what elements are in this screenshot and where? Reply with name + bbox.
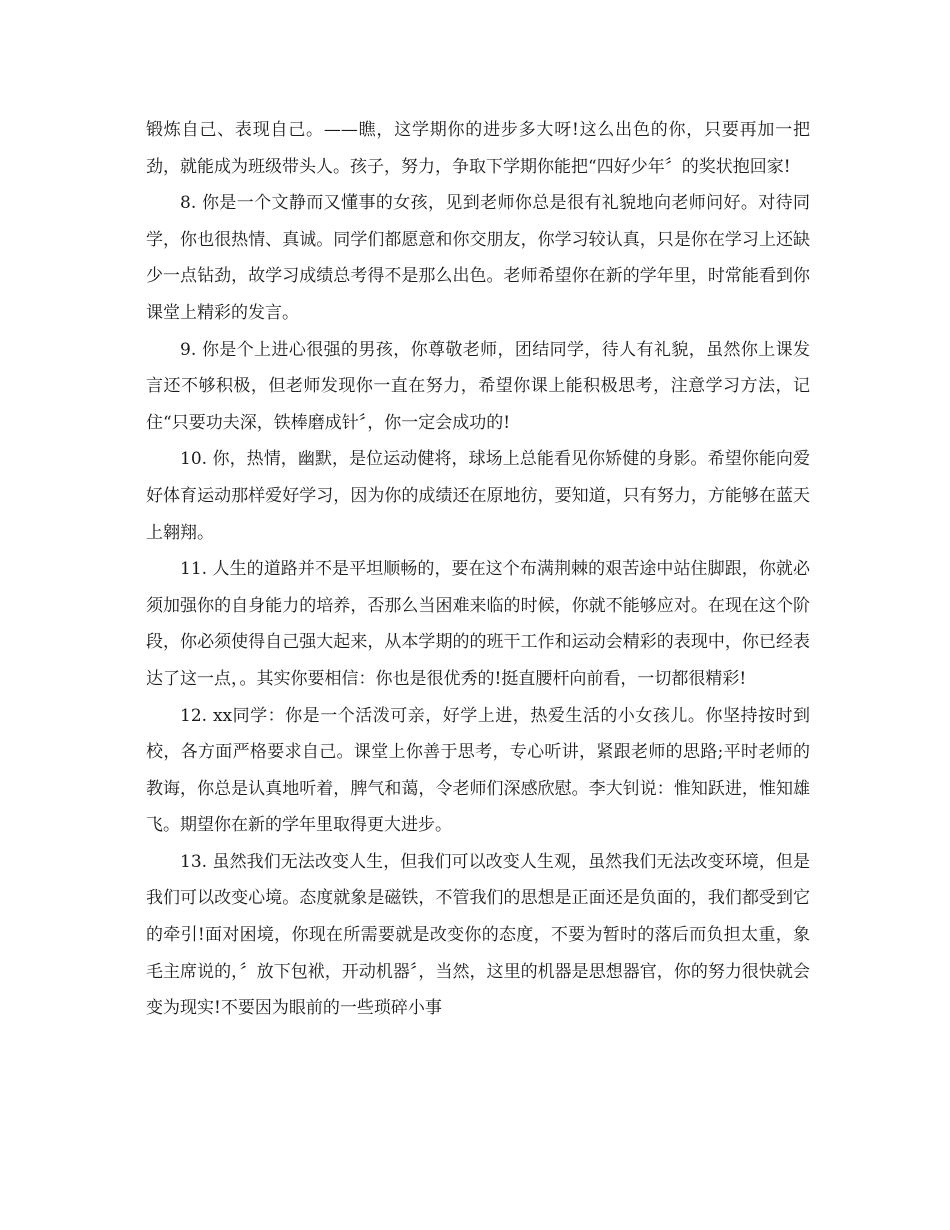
paragraph-comment-10: 10. 你，热情，幽默，是位运动健将，球场上总能看见你矫健的身影。希望你能向爱好体育运动那样爱好学习，因为你的成绩还在原地彷，要知道，只有努力，方能够在蓝天上翱翔。 [146, 449, 810, 543]
paragraph-comment-9: 9. 你是个上进心很强的男孩，你尊敬老师，团结同学，待人有礼貌，虽然你上课发言还不够积极，但老师发现你一直在努力，希望你课上能积极思考，注意学习方法，记住“只要功夫深，铁棒磨成针〞，你一定会成功的! [146, 339, 810, 433]
paragraph-comment-13: 13. 虽然我们无法改变人生，但我们可以改变人生观，虽然我们无法改变环境，但是我们可以改变心境。态度就象是磁铁，不管我们的思想是正面还是负面的，我们都受到它的牵引!面对困境，你现在所需要就是改变你的态度，不要为暂时的落后而负担太重，象毛主席说的，〞放下包袱，开动机器〞，当然，这里的机器是思想器官，你的努力很快就会变为现实!不要因为眼前的一些琐碎小事 [146, 851, 810, 1019]
paragraph-comment-12: 12. xx同学：你是一个活泼可亲，好学上进，热爱生活的小女孩儿。你坚持按时到校，各方面严格要求自己。课堂上你善于思考，专心听讲，紧跟老师的思路;平时老师的教诲，你总是认真地听着，脾气和蔼，令老师们深感欣慰。李大钊说：惟知跃进，惟知雄飞。期望你在新的学年里取得更大进步。 [146, 705, 810, 836]
paragraph-comment-11: 11. 人生的道路并不是平坦顺畅的，要在这个布满荆棘的艰苦途中站住脚跟，你就必须加强你的自身能力的培养，否那么当困难来临的时候，你就不能够应对。在现在这个阶段，你必须使得自己强大起来，从本学期的的班干工作和运动会精彩的表现中，你已经表达了这一点，。其实你要相信：你也是很优秀的!挺直腰杆向前看，一切都很精彩! [146, 559, 810, 689]
paragraph-comment-8: 8. 你是一个文静而又懂事的女孩，见到老师你总是很有礼貌地向老师问好。对待同学，你也很热情、真诚。同学们都愿意和你交朋友，你学习较认真，只是你在学习上还缺少一点钻劲，故学习成绩总考得不是那么出色。老师希望你在新的学年里，时常能看到你课堂上精彩的发言。 [146, 193, 810, 323]
paragraph-continuation: 锻炼自己、表现自己。——瞧，这学期你的进步多大呀!这么出色的你，只要再加一把劲，就能成为班级带头人。孩子，努力，争取下学期你能把“四好少年〞的奖状抱回家! [146, 120, 810, 177]
document-body [146, 112, 810, 1027]
